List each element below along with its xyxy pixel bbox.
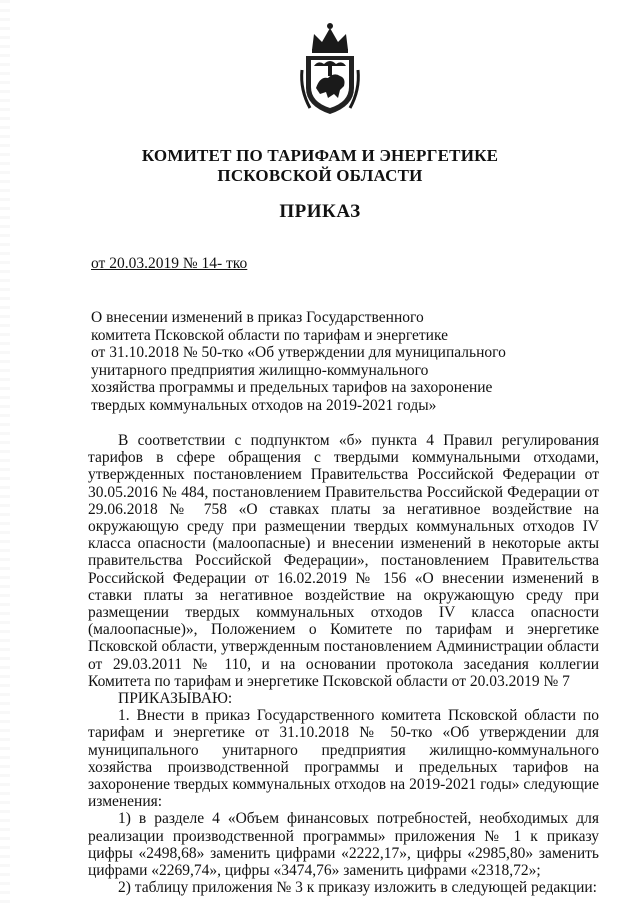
pskov-coat-of-arms-icon xyxy=(298,20,362,116)
subject-line: комитета Псковской области по тарифам и энергетике xyxy=(91,326,448,344)
item-1-paragraph: 1. Внести в приказ Государственного комитета Псковской области по тарифам и энергетике от 31.10.2018 № 50-тко «Об утверждении для муниципального унитарного предприятия жилищно-коммунального хозяйства производственной программы и предельных тарифов на захоронение твердых коммунальных отходов на 2019-2021 годы» следующие изменения: xyxy=(88,707,599,811)
subject-line: хозяйства программы и предельных тарифов на захоронение xyxy=(91,379,493,396)
command-word: ПРИКАЗЫВАЮ: xyxy=(118,690,233,708)
subitem-1-paragraph: 1) в разделе 4 «Объем финансовых потребностей, необходимых для реализации производственной программы» приложения № 1 к приказу цифры «2498,68» заменить цифрами «2222,17», цифры «2985,80» заменить цифрами «2269,74», цифры «3474,76» заменить цифрами «2318,72»; xyxy=(88,810,599,880)
subject-line: твердых коммунальных отходов на 2019-2021 годы» xyxy=(91,396,437,414)
subject-line: О внесении изменений в приказ Государственного xyxy=(91,309,424,326)
organization-name xyxy=(0,146,640,186)
org-line-1: КОМИТЕТ ПО ТАРИФАМ И ЭНЕРГЕТИКЕ xyxy=(141,146,499,165)
scan-artifact xyxy=(0,0,10,905)
preamble-paragraph: В соответствии с подпунктом «б» пункта 4 Правил регулирования тарифов в сфере обращения с твердыми коммунальными отходами, утвержденных постановлением Правительства Российской Федерации от 30.05.2016 № 484, постановлением Правительства Российской Федерации от 29.06.2018 № 758 «О ставках платы за негативное воздействие на окружающую среду при размещении твердых коммунальных отходов IV класса опасности (малоопасные) и внесении изменений в некоторые акты правительства Российской Федерации», постановлением Правительства Российской Федерации от 16.02.2019 № 156 «О внесении изменений в ставки платы за негативное воздействие на окружающую среду при размещении твердых коммунальных отходов IV класса опасности (малоопасные)», Положением о Комитете по тарифам и энергетике Псковской области, утвержденным постановлением Администрации области от 29.03.2011 № 110, и на основании протокола заседания коллегии Комитета по тарифам и энергетике Псковской области от 20.03.2019 № 7 xyxy=(88,432,599,690)
subitem-2-paragraph: 2) таблицу приложения № 3 к приказу изложить в следующей редакции: xyxy=(118,879,597,897)
order-body xyxy=(88,432,599,896)
order-subject xyxy=(91,309,531,414)
document-type: ПРИКАЗ xyxy=(279,201,361,222)
subject-line: от 31.10.2018 № 50-тко «Об утверждении для муниципального xyxy=(91,344,506,361)
order-date-number: от 20.03.2019 № 14- тко xyxy=(91,255,248,272)
subject-line: унитарного предприятия жилищно-коммунального xyxy=(91,361,429,379)
org-line-2: ПСКОВСКОЙ ОБЛАСТИ xyxy=(217,166,423,185)
